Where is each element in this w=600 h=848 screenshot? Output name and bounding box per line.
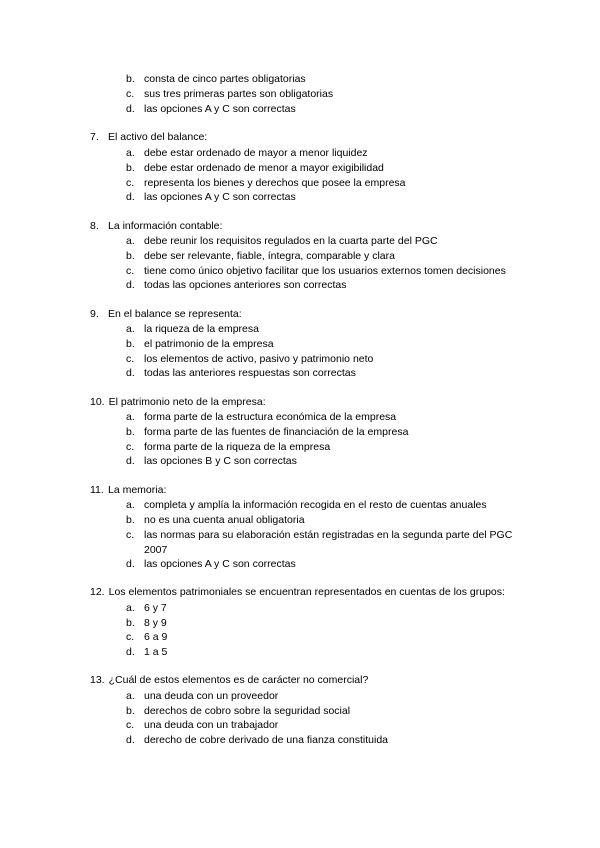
option-c: c. forma parte de la riqueza de la empresa [126, 441, 331, 453]
option-d: d. las opciones A y C son correctas [126, 558, 296, 570]
option-d: d. todas las opciones anteriores son correctas [126, 279, 347, 291]
question-text: 7. El activo del balance: [90, 131, 208, 143]
option-d: d. derecho de cobre derivado de una fianza constituida [126, 734, 389, 746]
option-a: a. 6 y 7 [126, 602, 167, 614]
option-a: a. debe reunir los requisitos regulados en la cuarta parte del PGC [126, 235, 438, 247]
question-text: 8. La información contable: [90, 220, 223, 232]
option-b: b. no es una cuenta anual obligatoria [126, 514, 305, 526]
option-c: c. sus tres primeras partes son obligatorias [126, 88, 334, 100]
option-b: b. forma parte de las fuentes de financiación de la empresa [126, 426, 409, 438]
option-d: d. 1 a 5 [126, 646, 168, 658]
option-b: b. derechos de cobro sobre la seguridad social [126, 705, 351, 717]
option-c: c. las normas para su elaboración están registradas en la segunda parte del PGC 2007 [126, 529, 513, 556]
option-b: b. debe estar ordenado de menor a mayor exigibilidad [126, 162, 384, 174]
option-a: a. una deuda con un proveedor [126, 690, 279, 702]
option-b: b. debe ser relevante, fiable, íntegra, comparable y clara [126, 250, 395, 262]
option-b: b. el patrimonio de la empresa [126, 338, 274, 350]
option-d: d. las opciones B y C son correctas [126, 455, 297, 467]
option-c: c. una deuda con un trabajador [126, 719, 279, 731]
option-d: d. todas las anteriores respuestas son correctas [126, 367, 356, 379]
option-a: a. debe estar ordenado de mayor a menor liquidez [126, 147, 368, 159]
question-text: 12. Los elementos patrimoniales se encuentran representados en cuentas de los grupos: [90, 586, 505, 598]
option-a: a. completa y amplía la información recogida en el resto de cuentas anuales [126, 499, 487, 511]
option-c: c. los elementos de activo, pasivo y patrimonio neto [126, 353, 374, 365]
option-d: d. las opciones A y C son correctas [126, 191, 296, 203]
question-text: 13. ¿Cuál de estos elementos es de carácter no comercial? [90, 674, 369, 686]
option-c: c. tiene como único objetivo facilitar que los usuarios externos tomen decisiones [126, 265, 506, 277]
option-b: b. 8 y 9 [126, 617, 167, 629]
option-a: a. la riqueza de la empresa [126, 323, 259, 335]
question-text: 11. La memoria: [90, 484, 167, 496]
option-c: c. 6 a 9 [126, 631, 168, 643]
option-c: c. representa los bienes y derechos que posee la empresa [126, 177, 406, 189]
option-d: d. las opciones A y C son correctas [126, 103, 296, 115]
question-text: 9. En el balance se representa: [90, 308, 242, 320]
question-text: 10. El patrimonio neto de la empresa: [90, 396, 266, 408]
option-b: b. consta de cinco partes obligatorias [126, 73, 306, 85]
option-a: a. forma parte de la estructura económica de la empresa [126, 411, 397, 423]
